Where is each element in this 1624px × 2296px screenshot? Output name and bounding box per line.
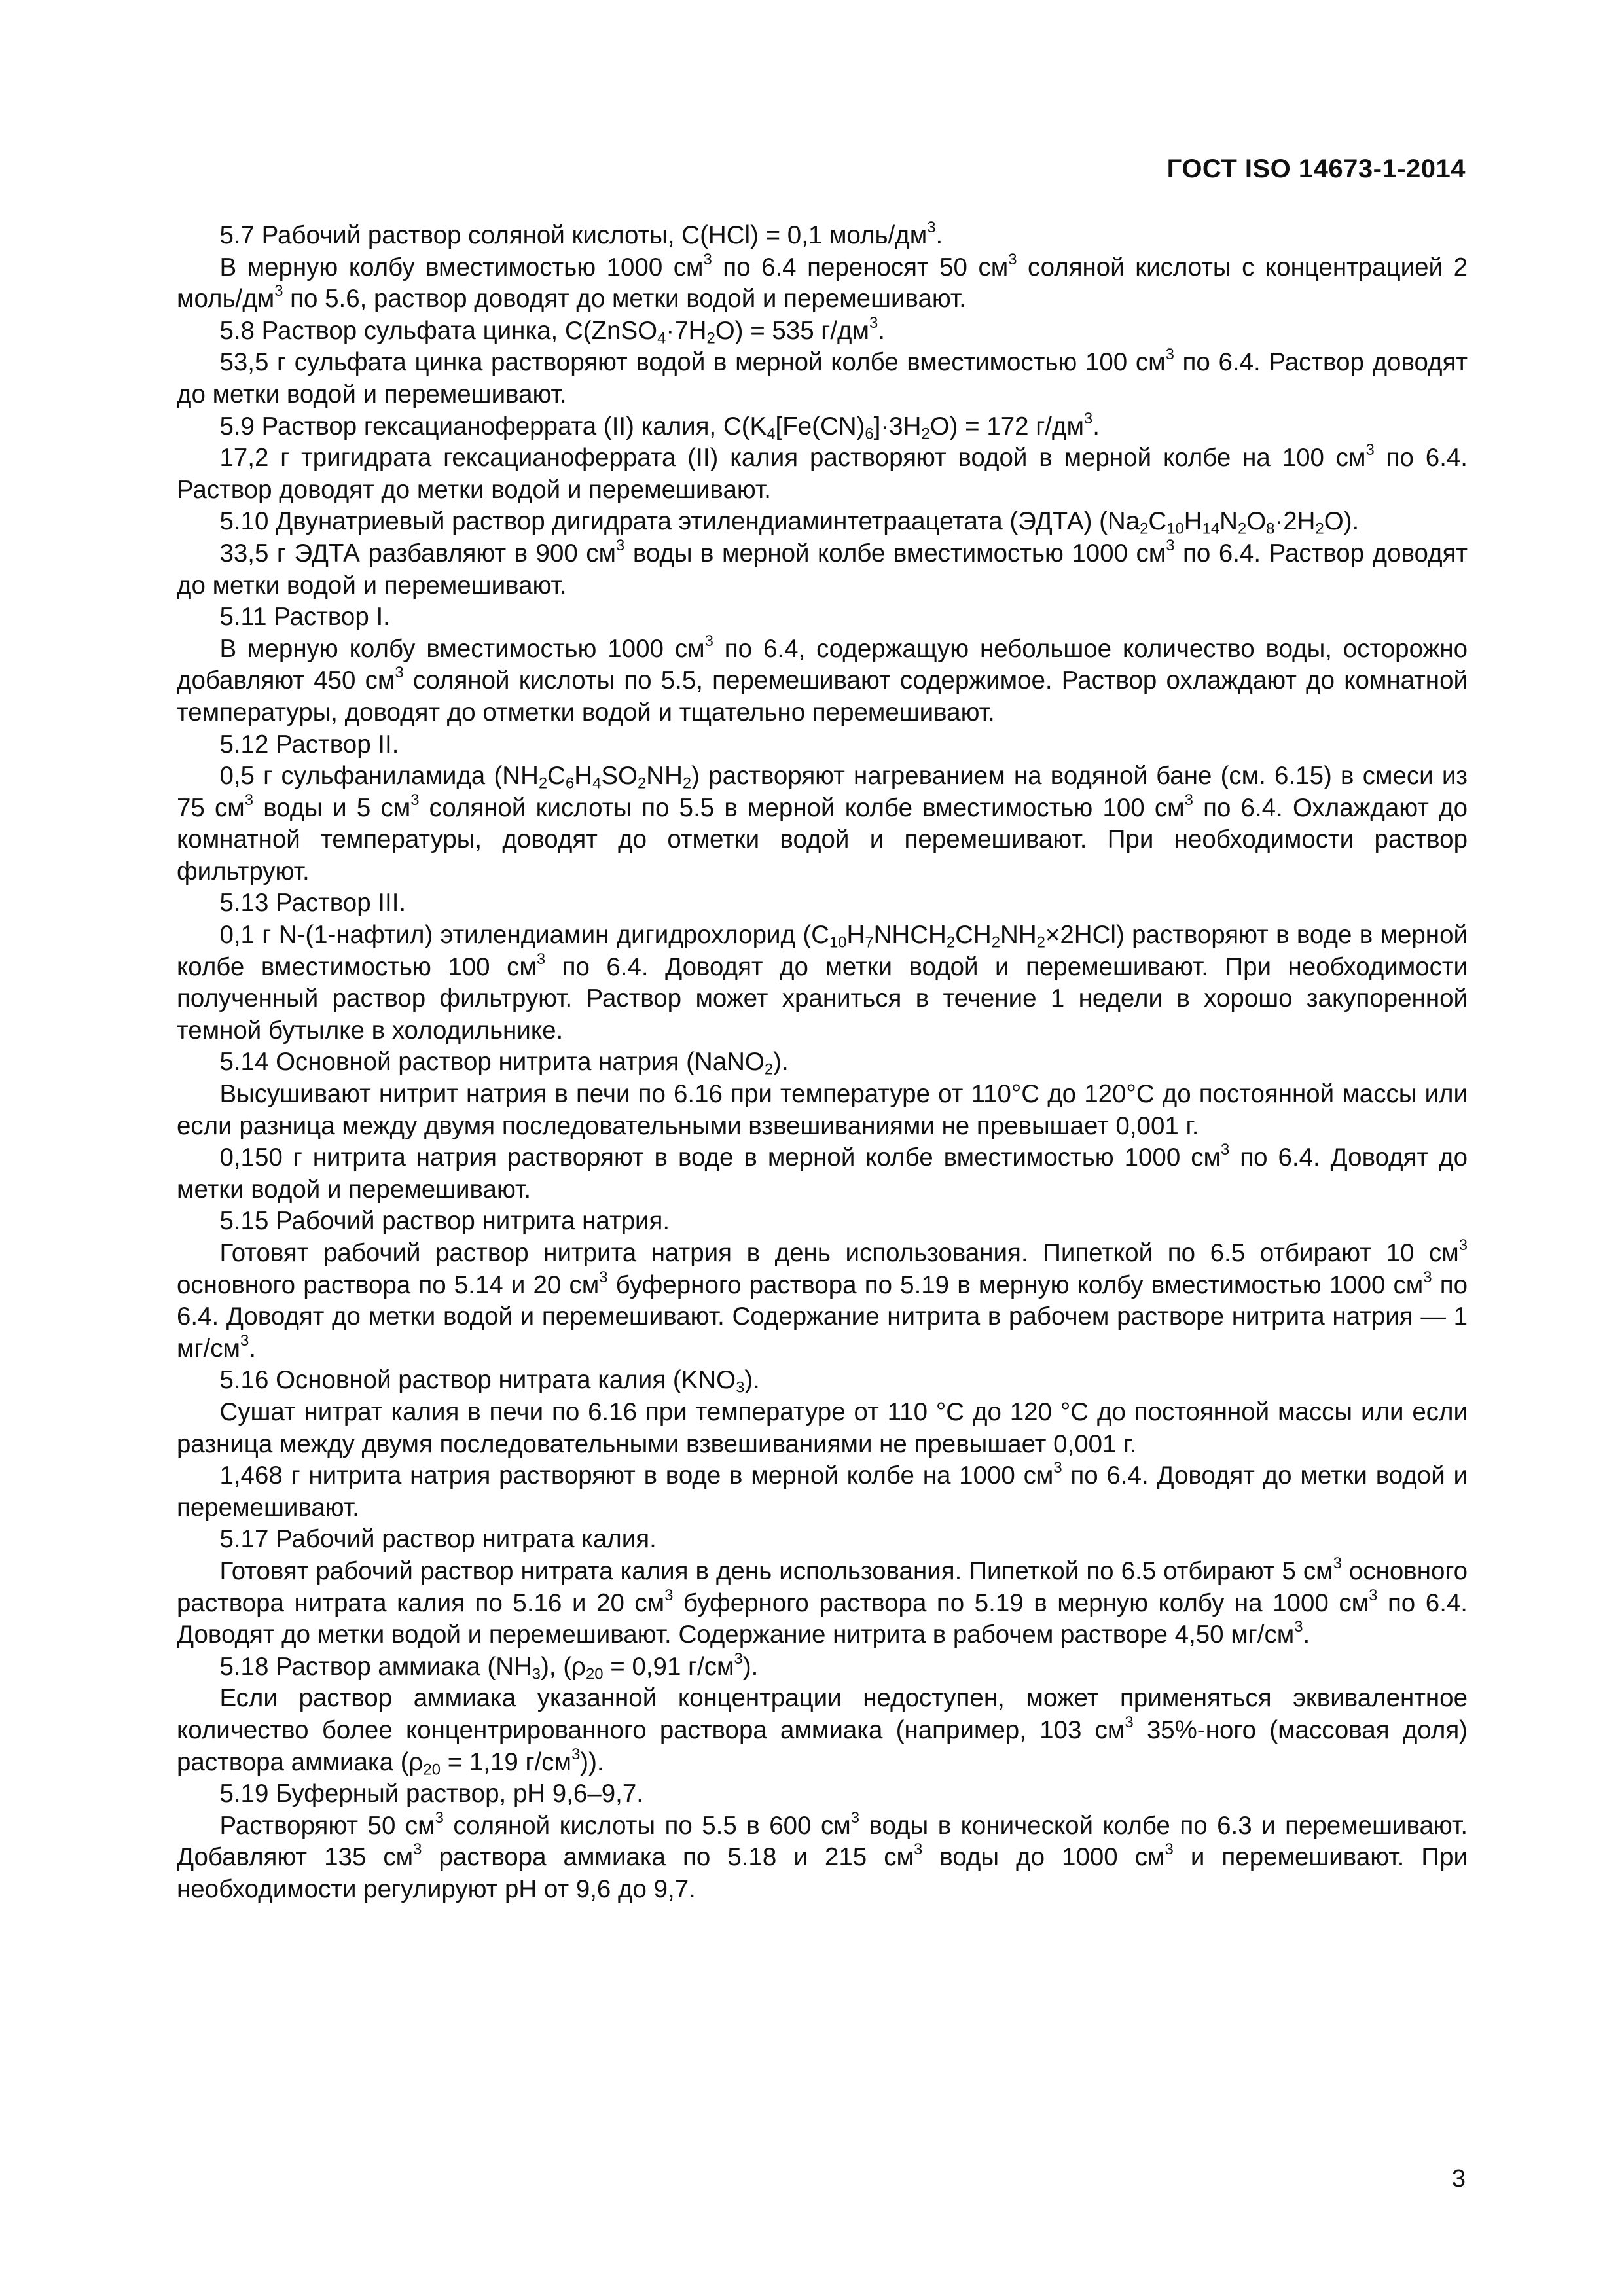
paragraph-5-14-text-1: Высушивают нитрит натрия в печи по 6.16 при температуре от 110°С до 120°С до постоянной массы или если разница между двумя последовательными взвешиваниями не превышает 0,001 г. xyxy=(177,1080,1468,1140)
paragraph-5-9-text: 17,2 г тригидрата гексацианоферрата (II) калия растворяют водой в мерной колбе на 100 $см^3$ по 6.4. Раствор доводят до метки водой и перемешивают. xyxy=(177,440,1468,504)
paragraph-5-13-heading: 5.13 Раствор III. xyxy=(219,889,406,918)
document-header-standard-code: ГОСТ ISO 14673-1-2014 xyxy=(1166,154,1466,183)
paragraph-5-19-text: Растворяют 50 $см^3$ соляной кислоты по 5.5 в 600 $см^3$ воды в конической колбе по 6.3 и перемешивают. Добавляют 135 $см^3$ раствора аммиака по 5.18 и 215 $см^3$ воды до 1000 $см^3$ и перемешивают. При необходимости регулируют pH от 9,6 до 9,7. xyxy=(177,1808,1468,1903)
paragraph-5-17-heading: 5.17 Рабочий раствор нитрата калия. xyxy=(219,1525,657,1554)
paragraph-5-12-text: 0,5 г сульфаниламида $(NH_2C_6H_4SO_2NH_2)$ растворяют нагреванием на водяной бане (см. 6.15) в смеси из 75 $см^3$ воды и 5 $см^3$ соляной кислоты по 5.5 в мерной колбе вместимостью 100 $см^3$ по 6.4. Охлаждают до комнатной температуры, доводят до отметки водой и перемешивают. При необходимости раствор фильтруют. xyxy=(177,762,1468,886)
paragraph-5-9-heading: 5.9 Раствор гексацианоферрата (II) калия, $C(K_4[Fe(CN)_6]\cdot 3H_2O) = 172$ $г/дм^3$. xyxy=(219,409,1100,443)
paragraph-5-18-heading: 5.18 Раствор аммиака $(NH_3)$, ($\rho_{20} = 0,91$ $г/см^3$). xyxy=(219,1649,759,1683)
paragraph-5-16-heading: 5.16 Основной раствор нитрата калия $(KNO_3)$. xyxy=(219,1366,760,1397)
paragraph-5-10-heading: 5.10 Двунатриевый раствор дигидрата этилендиаминтетраацетата (ЭДТА) $(Na_2C_{10}H_{14}N_2O_8\cdot 2H_2O)$. xyxy=(219,507,1360,539)
paragraph-5-18-text: Если раствор аммиака указанной концентрации недоступен, может применяться эквивалентное количество более концентрированного раствора аммиака (например, 103 $см^3$ 35%-ного (массовая доля) раствора аммиака ($\rho_{20} = 1,19$ $г/см^3$)). xyxy=(177,1684,1468,1779)
paragraph-5-11-heading: 5.11 Раствор I. xyxy=(219,603,390,632)
paragraph-5-16-text-2: 1,468 г нитрита натрия растворяют в воде в мерной колбе на 1000 $см^3$ по 6.4. Доводят до метки водой и перемешивают. xyxy=(177,1458,1468,1522)
paragraph-5-10-text: 33,5 г ЭДТА разбавляют в 900 $см^3$ воды в мерной колбе вместимостью 1000 $см^3$ по 6.4. Раствор доводят до метки водой и перемешивают. xyxy=(177,536,1468,600)
page-number: 3 xyxy=(1451,2165,1466,2193)
paragraph-5-8-text: 53,5 г сульфата цинка растворяют водой в мерной колбе вместимостью 100 $см^3$ по 6.4. Раствор доводят до метки водой и перемешивают. xyxy=(177,346,1468,408)
paragraph-5-16-text-1: Сушат нитрат калия в печи по 6.16 при температуре от 110 °С до 120 °С до постоянной массы или если разница между двумя последовательными взвешиваниями не превышает 0,001 г. xyxy=(177,1397,1468,1458)
paragraph-5-15-heading: 5.15 Рабочий раствор нитрита натрия. xyxy=(219,1207,670,1236)
document-body xyxy=(177,220,1468,1905)
paragraph-5-12-heading: 5.12 Раствор II. xyxy=(219,730,399,759)
paragraph-5-15-text: Готовят рабочий раствор нитрита натрия в день использования. Пипеткой по 6.5 отбирают 10 $см^3$ основного раствора по 5.14 и 20 $см^3$ буферного раствора по 5.19 в мерную колбу вместимостью 1000 $см^3$ по 6.4. Доводят до метки водой и перемешивают. Содержание нитрита в рабочем растворе нитрита натрия — 1 $мг/см^3$. xyxy=(177,1236,1468,1363)
paragraph-5-14-text-2: 0,150 г нитрита натрия растворяют в воде в мерной колбе вместимостью 1000 $см^3$ по 6.4. Доводят до метки водой и перемешивают. xyxy=(177,1141,1468,1204)
paragraph-5-8-heading: 5.8 Раствор сульфата цинка, $C(ZnSO_4\cdot 7H_2O) = 535$ $г/дм^3$. xyxy=(219,314,885,348)
paragraph-5-7-text: В мерную колбу вместимостью 1000 $см^3$ по 6.4 переносят 50 $см^3$ соляной кислоты с концентрацией 2 моль/$дм^3$ по 5.6, раствор доводят до метки водой и перемешивают. xyxy=(177,250,1468,314)
paragraph-5-19-heading: 5.19 Буферный раствор, pH 9,6–9,7. xyxy=(219,1780,643,1808)
paragraph-5-7-heading: 5.7 Рабочий раствор соляной кислоты, C(HCl) = 0,1 моль/$дм^3$. xyxy=(219,218,943,249)
paragraph-5-11-text: В мерную колбу вместимостью 1000 $см^3$ по 6.4, содержащую небольшое количество воды, осторожно добавляют 450 $см^3$ соляной кислоты по 5.5, перемешивают содержимое. Раствор охлаждают до комнатной температуры, доводят до отметки водой и тщательно перемешивают. xyxy=(177,632,1468,726)
paragraph-5-17-text: Готовят рабочий раствор нитрата калия в день использования. Пипеткой по 6.5 отбирают 5 $см^3$ основного раствора нитрата калия по 5.16 и 20 $см^3$ буферного раствора по 5.19 в мерную колбу на 1000 $см^3$ по 6.4. Доводят до метки водой и перемешивают. Содержание нитрита в рабочем растворе 4,50 $мг/см^3$. xyxy=(177,1554,1468,1649)
paragraph-5-13-text: 0,1 г N-(1-нафтил) этилендиамин дигидрохлорид $(C_{10}H_7NHCH_2CH_2NH_2\times 2HCl)$ растворяют в воде в мерной колбе вместимостью 100 $см^3$ по 6.4. Доводят до метки водой и перемешивают. При необходимости полученный раствор фильтруют. Раствор может храниться в течение 1 недели в хорошо закупоренной темной бутылке в холодильнике. xyxy=(177,921,1468,1045)
paragraph-5-14-heading: 5.14 Основной раствор нитрита натрия (NaNO$_2$). xyxy=(219,1048,789,1079)
